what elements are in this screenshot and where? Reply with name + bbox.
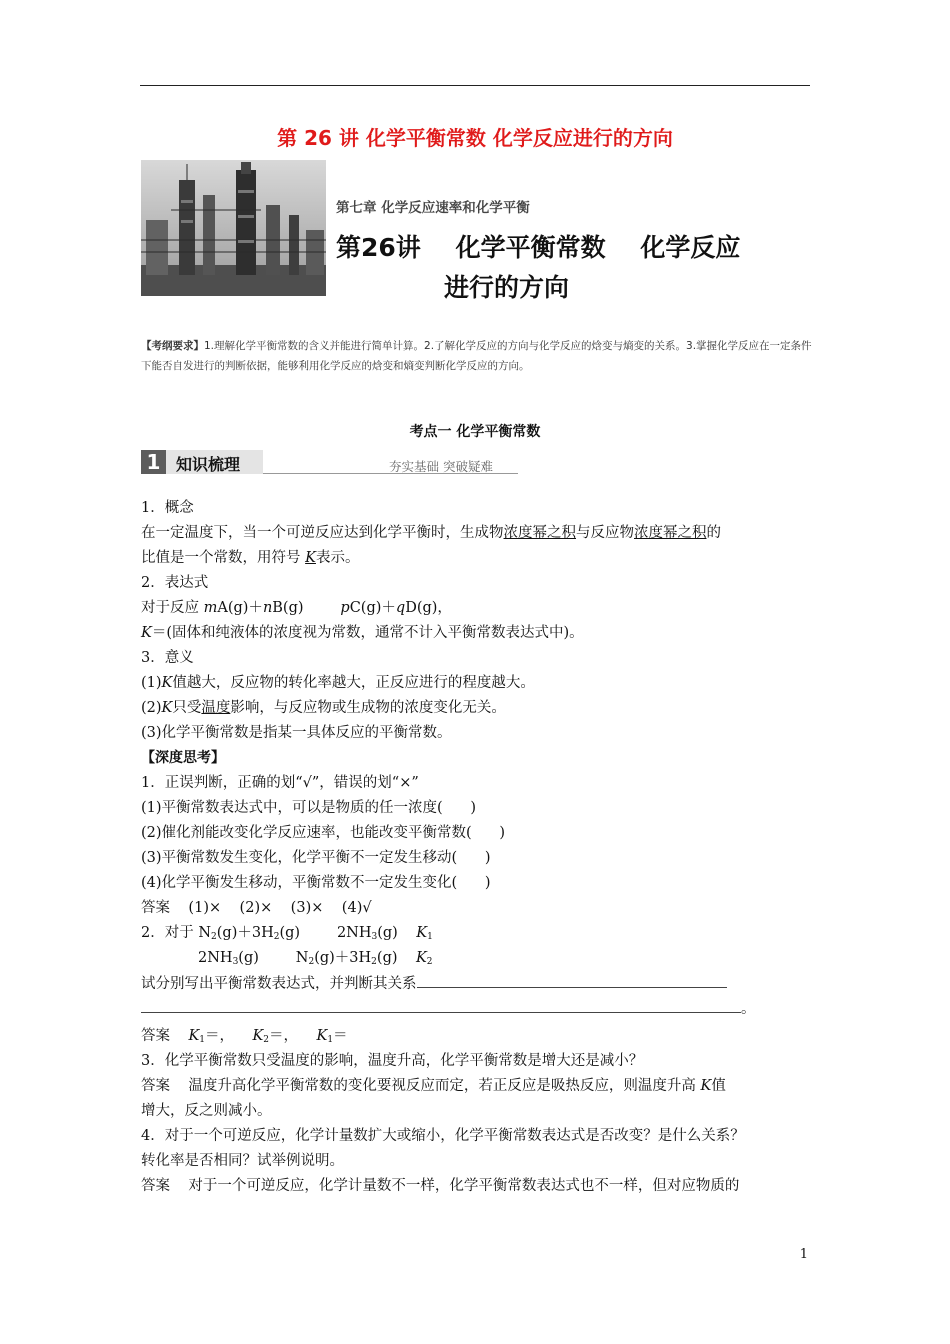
subscript: 3	[232, 957, 239, 967]
text: 影响，与反应物或生成物的浓度变化无关。	[230, 700, 506, 716]
text: B(g)	[272, 600, 341, 616]
text: 答案	[141, 1028, 189, 1044]
question-1-4: (4)化学平衡发生移动，平衡常数不一定发生变化( )	[141, 875, 491, 891]
deep-thinking-heading: 【深度思考】	[141, 750, 225, 766]
symbol-k: K	[416, 925, 428, 941]
text: ＝	[333, 1028, 348, 1044]
text: 2．对于 N	[141, 925, 212, 941]
answer-3-line-2: 增大，反之则减小。	[141, 1103, 272, 1119]
subscript: 3	[371, 932, 378, 942]
text: 比值是一个常数，用符号	[141, 550, 306, 566]
text: (1)	[141, 675, 162, 691]
question-1-2: (2)催化剂能改变化学反应速率，也能改变平衡常数( )	[141, 825, 506, 841]
question-4-line-2: 转化率是否相同？试举例说明。	[141, 1153, 344, 1169]
subscript: 2	[371, 957, 377, 967]
text: 值	[711, 1078, 726, 1094]
underlined-answer: 浓度幂之积	[503, 525, 576, 541]
text: (g)＋3H	[216, 925, 274, 941]
meaning-heading: 3．意义	[141, 650, 194, 666]
text: (2)	[141, 700, 162, 716]
text: ＝，	[205, 1028, 253, 1044]
coef-q: q	[395, 600, 406, 616]
text: 表示。	[315, 550, 360, 566]
section-badge-subtitle: 夯实基础 突破疑难	[389, 459, 493, 474]
symbol-k: K	[252, 1028, 264, 1044]
text: 与反应物	[576, 525, 634, 541]
coef-p: p	[340, 600, 350, 616]
meaning-line-3: (3)化学平衡常数是指某一具体反应的平衡常数。	[141, 725, 452, 741]
subscript: 2	[426, 957, 433, 967]
expression-line-2	[141, 621, 813, 646]
text: (g)	[376, 950, 416, 966]
text: (g)＋3H	[314, 950, 372, 966]
document-title: 第 26 讲 化学平衡常数 化学反应进行的方向	[277, 126, 673, 150]
text: 试分别写出平衡常数表达式，并判断其关系	[141, 976, 417, 992]
symbol-k: K	[188, 1028, 200, 1044]
text: (g)	[377, 925, 417, 941]
meaning-line-2	[141, 696, 813, 721]
concept-line-1	[141, 521, 813, 546]
symbol-k: K	[700, 1078, 712, 1094]
banner-chapter: 第七章 化学反应速率和化学平衡	[336, 200, 530, 216]
coef-m: m	[203, 600, 218, 616]
text: (g) N	[238, 950, 309, 966]
question-1: 1．正误判断，正确的划“√”，错误的划“×”	[141, 775, 419, 791]
question-4-line-1: 4．对于一个可逆反应，化学计量数扩大或缩小，化学平衡常数表达式是否改变？是什么关系？	[141, 1128, 745, 1144]
header-rule	[140, 85, 810, 86]
text: C(g)＋	[349, 600, 396, 616]
subscript: 2	[308, 957, 315, 967]
section-badge-label: 知识梳理	[176, 455, 241, 474]
subscript: 1	[427, 932, 433, 942]
text: 值越大，反应物的转化率越大，正反应进行的程度越大。	[172, 675, 535, 691]
question-1-3: (3)平衡常数发生变化，化学平衡不一定发生移动( )	[141, 850, 491, 866]
question-2-line-3	[141, 971, 813, 997]
coef-n: n	[262, 600, 273, 616]
text: 。	[741, 1001, 756, 1017]
concept-line-2	[141, 546, 813, 571]
symbol-k: K	[415, 950, 427, 966]
concept-heading: 1．概念	[141, 500, 194, 516]
text: 的	[706, 525, 721, 541]
text: A(g)＋	[217, 600, 263, 616]
text: ＝(固体和纯液体的浓度视为常数，通常不计入平衡常数表达式中)。	[151, 625, 584, 641]
answer-blank[interactable]	[141, 996, 741, 1013]
symbol-k: K	[305, 550, 316, 566]
answer-blank[interactable]	[417, 971, 727, 988]
page-number: 1	[799, 1247, 808, 1262]
question-1-1: (1)平衡常数表达式中，可以是物质的任一浓度( )	[141, 800, 477, 816]
chemical-plant-illustration	[141, 160, 326, 296]
banner-lecture-title: 第26讲 化学平衡常数 化学反应	[336, 233, 741, 262]
symbol-k: K	[161, 700, 173, 716]
expression-heading: 2．表达式	[141, 575, 209, 591]
symbol-k: K	[316, 1028, 328, 1044]
symbol-k: K	[141, 625, 152, 641]
chemical-plant-photo	[141, 160, 326, 296]
subscript: 1	[199, 1035, 206, 1045]
requirements-text: 1.理解化学平衡常数的含义并能进行简单计算。2.了解化学反应的方向与化学反应的焓变与熵变的关系。3.掌握化学反应在一定条件下能否自发进行的判断依据，能够利用化学反应的焓变和熵变判断化学反应的方向。	[141, 340, 812, 372]
exam-requirements	[141, 336, 813, 376]
question-3: 3．化学平衡常数只受温度的影响，温度升高，化学平衡常数是增大还是减小？	[141, 1053, 644, 1069]
underlined-answer: 浓度幂之积	[634, 525, 707, 541]
requirements-label: 【考纲要求】	[141, 340, 204, 352]
meaning-line-1	[141, 671, 813, 696]
subscript: 2	[211, 932, 217, 942]
text: D(g)，	[405, 600, 452, 616]
text: 对于反应	[141, 600, 204, 616]
section-badge-number: 1	[141, 450, 166, 474]
symbol-k: K	[161, 675, 173, 691]
subscript: 1	[327, 1035, 334, 1045]
text: (g) 2NH	[279, 925, 372, 941]
point-title: 考点一 化学平衡常数	[409, 424, 541, 440]
text: 只受	[172, 700, 202, 716]
text: 在一定温度下，当一个可逆反应达到化学平衡时，生成物	[141, 525, 504, 541]
answer-3-line-1	[141, 1074, 813, 1099]
text: 答案 温度升高化学平衡常数的变化要视反应而定，若正反应是吸热反应，则温度升高	[141, 1078, 701, 1094]
underlined-answer: 温度	[201, 700, 231, 716]
text: 2NH	[198, 950, 233, 966]
text: ＝，	[269, 1028, 317, 1044]
subscript: 2	[263, 1035, 270, 1045]
subscript: 2	[273, 932, 280, 942]
expression-line-1	[141, 596, 813, 621]
question-2-line-4	[141, 996, 813, 1022]
answer-1: 答案 (1)× (2)× (3)× (4)√	[141, 900, 372, 916]
banner-lecture-title-line2: 进行的方向	[444, 273, 570, 302]
answer-4: 答案 对于一个可逆反应，化学计量数不一样，化学平衡常数表达式也不一样，但对应物质的	[141, 1178, 740, 1194]
